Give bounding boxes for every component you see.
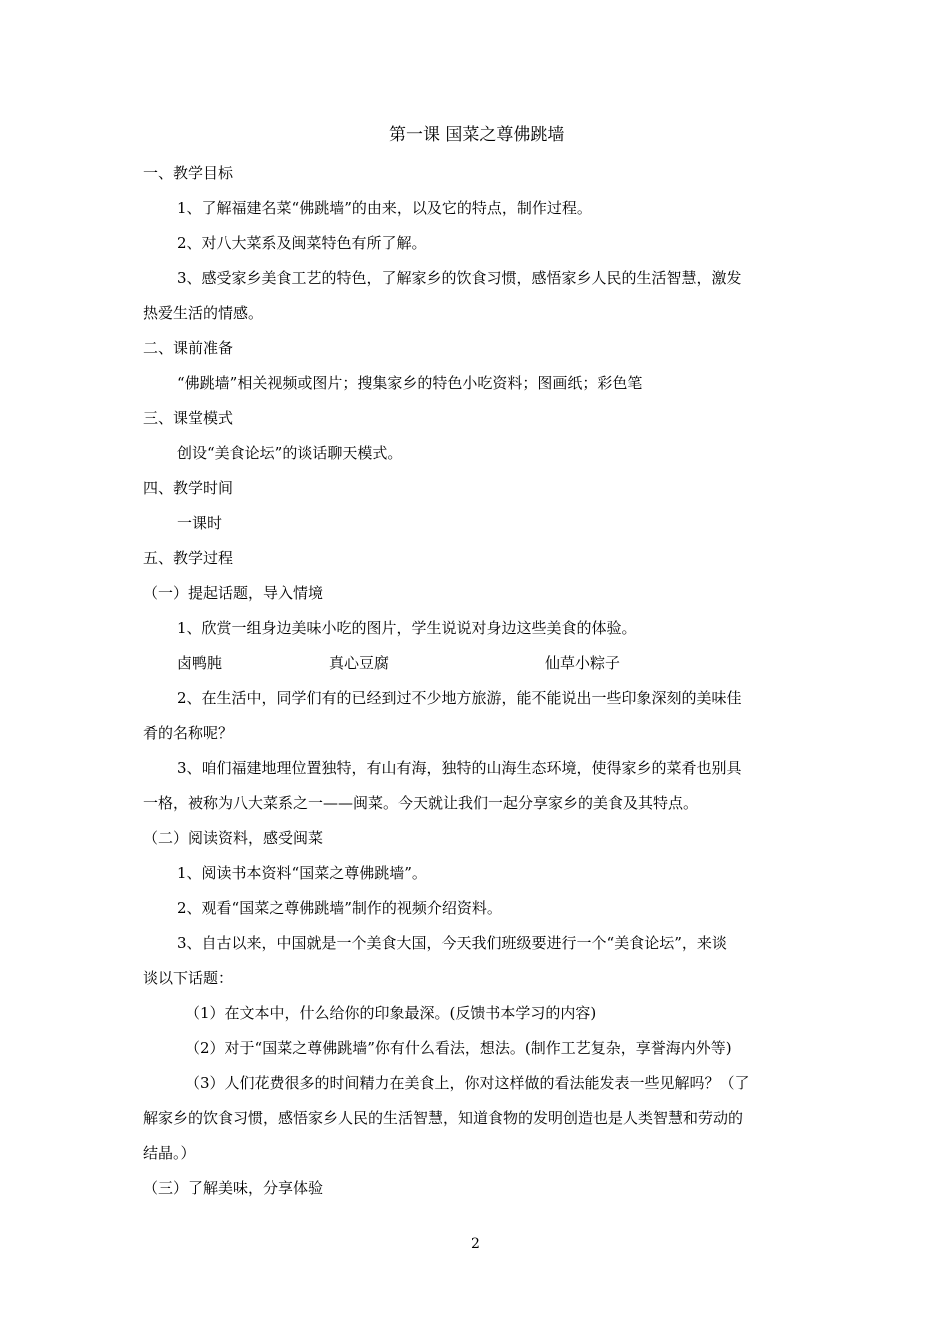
subsection-heading: （二）阅读资料，感受闽菜 (143, 829, 324, 847)
section-heading: 五、教学过程 (143, 549, 234, 567)
paragraph-line: （2）对于“国菜之尊佛跳墙”你有什么看法，想法。(制作工艺复杂，享誉海内外等) (185, 1039, 732, 1057)
snack-name: 真心豆腐 (329, 654, 390, 672)
section-heading: 三、课堂模式 (143, 409, 234, 427)
paragraph-line: （1）在文本中，什么给你的印象最深。(反馈书本学习的内容) (185, 1004, 597, 1022)
paragraph-line: 3、自古以来，中国就是一个美食大国，今天我们班级要进行一个“美食论坛”，来谈 (177, 934, 727, 952)
paragraph-line: 解家乡的饮食习惯，感悟家乡人民的生活智慧，知道食物的发明创造也是人类智慧和劳动的 (143, 1109, 744, 1127)
section-heading: 一、教学目标 (143, 164, 234, 182)
paragraph-line: 结晶。） (143, 1144, 196, 1162)
snack-name: 仙草小粽子 (545, 654, 621, 672)
paragraph-line: 3、咱们福建地理位置独特，有山有海，独特的山海生态环境，使得家乡的菜肴也别具 (177, 759, 742, 777)
paragraph-line: 1、了解福建名菜“佛跳墙”的由来，以及它的特点，制作过程。 (177, 199, 592, 217)
page-number: 2 (471, 1236, 480, 1252)
snack-name: 卤鸭肫 (177, 654, 223, 672)
paragraph-line: 2、在生活中，同学们有的已经到过不少地方旅游，能不能说出一些印象深刻的美味佳 (177, 689, 742, 707)
paragraph-line: “佛跳墙”相关视频或图片；搜集家乡的特色小吃资料；图画纸；彩色笔 (177, 374, 643, 392)
paragraph-line: 3、感受家乡美食工艺的特色，了解家乡的饮食习惯，感悟家乡人民的生活智慧，激发 (177, 269, 742, 287)
subsection-heading: （一）提起话题，导入情境 (143, 584, 324, 602)
paragraph-line: 1、欣赏一组身边美味小吃的图片，学生说说对身边这些美食的体验。 (177, 619, 637, 637)
page-title: 第一课 国菜之尊佛跳墙 (389, 125, 565, 145)
section-heading: 二、课前准备 (143, 339, 234, 357)
paragraph-line: 创设“美食论坛”的谈话聊天模式。 (177, 444, 403, 462)
paragraph-line: 2、观看“国菜之尊佛跳墙”制作的视频介绍资料。 (177, 899, 502, 917)
paragraph-line: 一格，被称为八大菜系之一——闽菜。今天就让我们一起分享家乡的美食及其特点。 (143, 794, 699, 812)
paragraph-line: 热爱生活的情感。 (143, 304, 264, 322)
paragraph-line: 谈以下话题： (143, 969, 234, 987)
section-heading: 四、教学时间 (143, 479, 234, 497)
paragraph-line: 1、阅读书本资料“国菜之尊佛跳墙”。 (177, 864, 427, 882)
paragraph-line: 一课时 (177, 514, 223, 532)
subsection-heading: （三）了解美味，分享体验 (143, 1179, 324, 1197)
paragraph-line: （3）人们花费很多的时间精力在美食上，你对这样做的看法能发表一些见解吗？（了 (185, 1074, 750, 1092)
paragraph-line: 2、对八大菜系及闽菜特色有所了解。 (177, 234, 427, 252)
paragraph-line: 肴的名称呢？ (143, 724, 234, 742)
